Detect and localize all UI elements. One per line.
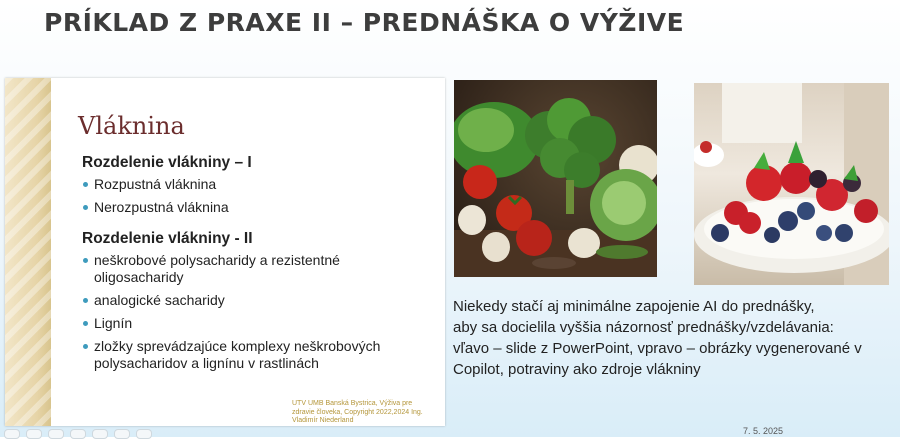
section-2-title: Rozdelenie vlákniny - II (82, 230, 253, 247)
vegetables-image (454, 80, 657, 277)
vegetables-icon (454, 80, 657, 277)
list-item: Lignín (82, 315, 432, 332)
powerpoint-slide-preview (5, 78, 445, 426)
nav-dot[interactable] (4, 429, 20, 439)
nav-dot[interactable] (114, 429, 130, 439)
slide-navigation-dots (4, 429, 152, 439)
nav-dot[interactable] (70, 429, 86, 439)
list-item: Nerozpustná vláknina (82, 199, 432, 216)
nav-dot[interactable] (136, 429, 152, 439)
caption-line: Niekedy stačí aj minimálne zapojenie AI do prednášky, (453, 298, 815, 315)
date-label: 7. 5. 2025 (743, 426, 784, 436)
berries-icon (694, 83, 889, 285)
section-1-list (82, 176, 432, 216)
list-item: Rozpustná vláknina (82, 176, 432, 193)
list-item: zložky sprevádzajúce komplexy neškrobových polysacharidov a lignínu v rastlinách (82, 338, 432, 372)
slide-footer: UTV UMB Banská Bystrica, Výživa pre zdravie človeka, Copyright 2022,2024 Ing. Vladimír Niederland (292, 400, 423, 424)
caption-line: vľavo – slide z PowerPoint, vpravo – obrázky vygenerované v (453, 340, 862, 357)
list-item: neškrobové polysacharidy a rezistentné oligosacharidy (82, 252, 432, 286)
caption (453, 296, 893, 380)
slide-body (82, 154, 432, 378)
list-item: analogické sacharidy (82, 292, 432, 309)
nav-dot[interactable] (92, 429, 108, 439)
caption-line: aby sa docielila vyššia názornosť prednášky/vzdelávania: (453, 319, 834, 336)
slide-heading: Vláknina (78, 112, 185, 140)
berries-image (694, 83, 889, 285)
section-1-title: Rozdelenie vlákniny – I (82, 154, 252, 171)
section-2-list (82, 252, 432, 372)
nav-dot[interactable] (26, 429, 42, 439)
slide-decorative-strip (5, 78, 51, 426)
nav-dot[interactable] (48, 429, 64, 439)
caption-line: Copilot, potraviny ako zdroje vlákniny (453, 361, 701, 378)
page-title: PRÍKLAD Z PRAXE II – PREDNÁŠKA O VÝŽIVE (44, 8, 685, 37)
